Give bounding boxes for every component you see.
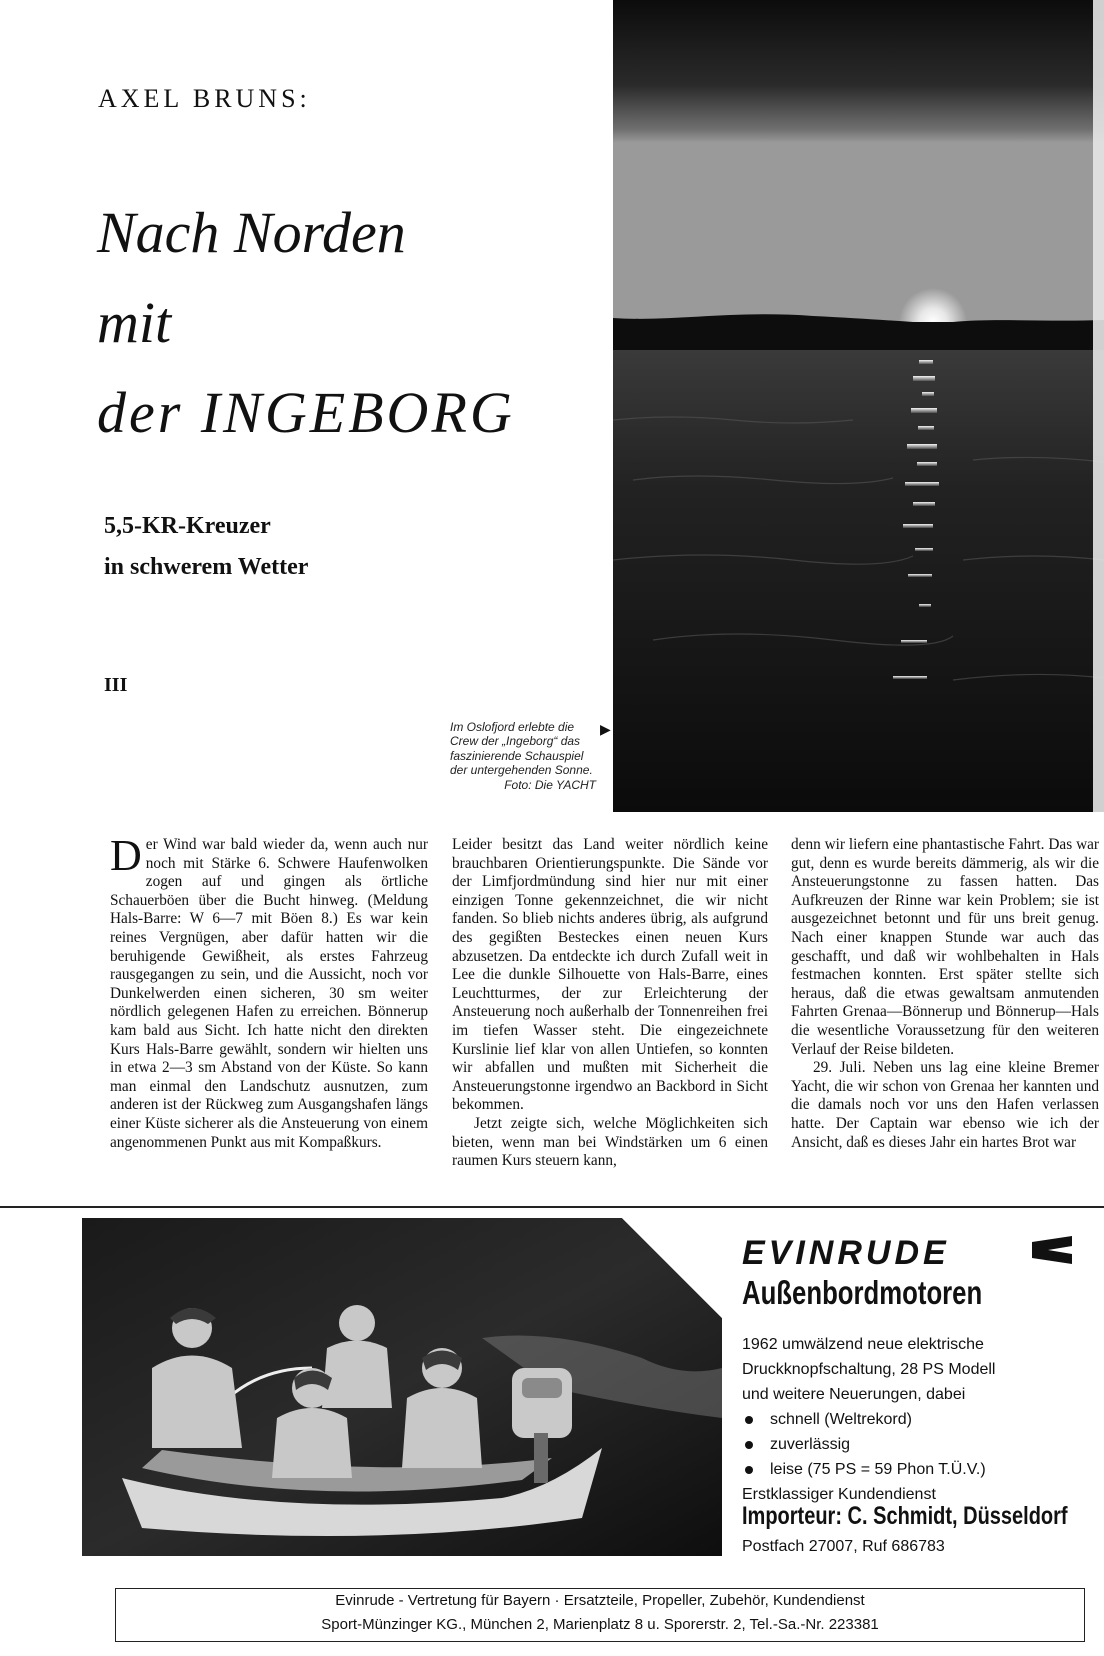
caption-text: Im Oslofjord erlebte die Crew der „Ingeborg“ das faszinierende Schauspiel der untergehenden Sonne. [450,720,593,778]
ad-feature-list [742,1407,995,1482]
article-title [97,188,515,458]
motorboat-photo [82,1218,722,1556]
ad-body [742,1332,995,1507]
title-line-1: Nach Norden [97,200,406,265]
ad-body-line-3: und weitere Neuerungen, dabei [742,1386,966,1403]
ad-heading: Außenbordmotoren [742,1274,983,1311]
ad-feature-item: schnell (Weltrekord) [742,1407,995,1432]
caption-credit: Foto: Die YACHT [504,777,596,792]
ad-importer: Importeur: C. Schmidt, Düsseldorf [742,1502,1068,1530]
dealer-line-2: Sport-Münzinger KG., München 2, Marienplatz 8 u. Sporerstr. 2, Tel.-Sa.-Nr. 223381 [321,1616,879,1633]
column-2-paragraph-1: Leider besitzt das Land weiter nördlich keine brauchbaren Orientierungspunkte. Die Sände vor der Limfjordmündung sind hier nur mit einer einzigen Tonne gekennzeichnet, die wir nicht fanden. So blieb nichts anderes übrig, als aufgrund des gegißten Besteckes einen neuen Kurs abzusetzen. Da entdeckte ich durch Zufall weit in Lee die dunkle Silhouette von Hals-Barre, eines Leuchtturmes, der zur Erleichterung der Ansteuerung noch außerhalb der Tonnenreihen frei im tiefen Wasser steht. Die eingezeichnete Kurslinie lief klar von allen Untiefen, so konnten wir abfallen und mußten mit Sicherheit die Ansteuerungstonne irgendwo an Backbord in Sicht bekommen. [452,836,768,1114]
ad-feature-item: zuverlässig [742,1432,995,1457]
ad-feature-item: leise (75 PS = 59 Phon T.Ü.V.) [742,1457,995,1482]
column-3-paragraph-2: 29. Juli. Neben uns lag eine kleine Bremer Yacht, die wir schon von Grenaa her kannten und die damals noch vor uns den Hafen verlassen hatte. Der Captain war ebenso wie ich der Ansicht, daß es dieses Jahr ein hartes Brot war [791,1059,1099,1151]
article-column-3 [791,836,1099,1152]
column-3-paragraph-1: denn wir liefern eine phantastische Fahrt. Das war gut, denn es wurde bereits dämmerig, als wir die Ansteuerungstonne zu fassen hatten. Das Aufkreuzen der Rinne war kein Problem; sie ist ausgezeichnet betonnt und für uns breit genug. Nach einer knappen Stunde war auch das geschafft, und daß wir wohlbehalten in Hals festmachen konnten. Erst später stellte sich heraus, daß die etwas gewaltsam anmutenden Fahrten Grenaa—Bönnerup und Bönnerup—Hals die wesentliche Voraussetzung für den weiteren Verlauf der Reise bildeten. [791,836,1099,1058]
article-column-1 [110,831,428,1152]
column-2-paragraph-2: Jetzt zeigte sich, welche Möglichkeiten sich bieten, wenn man bei Windstärken um 6 einen raumen Kurs steuern kann, [452,1114,768,1170]
ad-body-line-1: 1962 umwälzend neue elektrische [742,1336,984,1353]
ad-service-line: Erstklassiger Kundendienst [742,1486,936,1503]
subtitle-line-1: 5,5-KR-Kreuzer [104,513,271,539]
ad-body-line-2: Druckknopfschaltung, 28 PS Modell [742,1361,996,1378]
photo-caption [450,720,596,792]
part-number: III [104,674,128,696]
dealer-line-1: Evinrude - Vertretung für Bayern · Ersatzteile, Propeller, Zubehör, Kundendienst [335,1592,865,1609]
ad-dealer-box [115,1588,1085,1642]
title-line-3: der INGEBORG [97,379,515,445]
author-byline: AXEL BRUNS: [98,84,311,113]
subtitle-line-2: in schwerem Wetter [104,553,309,580]
column-1-text: er Wind war bald wieder da, wenn auch nur noch mit Stärke 6. Schwere Haufenwolken zogen auf und gingen als örtliche Schauerböen über die Bucht hinweg. (Meldung Hals-Barre: W 6—7 mit Böen 8.) Es war kein reines Vergnügen, aber dafür hatten wir die beruhigende Gewißheit, als erstes Fahrzeug rausgegangen zu sein, und die Aussicht, noch vor Dunkelwerden einen sicheren, 30 sm weiter nördlich gelegenen Hafen zu erreichen. Bönnerup kam bald aus Sicht. Ich hatte nicht den direkten Kurs Hals-Barre gewählt, sondern wir hielten uns in etwa 2—3 sm Abstand von der Küste. So kann man einmal den Landschutz ausnutzen, zum anderen ist der Rückweg zum Ausgangshafen längs einer Küste sicherer als die Ansteuerung von einem angenommenen Punkt aus mit Kompaßkurs. [110,836,428,1151]
drop-cap: D [110,831,142,880]
ad-postfach: Postfach 27007, Ruf 686783 [742,1538,945,1555]
article-subtitle [104,506,308,588]
sunset-photo [613,0,1104,812]
ad-divider-rule [0,1206,1104,1208]
caption-arrow-icon: ▶ [600,723,611,738]
column-1-paragraph [110,831,428,1152]
article-column-2 [452,836,768,1171]
title-line-2: mit [97,289,172,355]
brand-wordmark: EVINRUDE [742,1234,950,1272]
